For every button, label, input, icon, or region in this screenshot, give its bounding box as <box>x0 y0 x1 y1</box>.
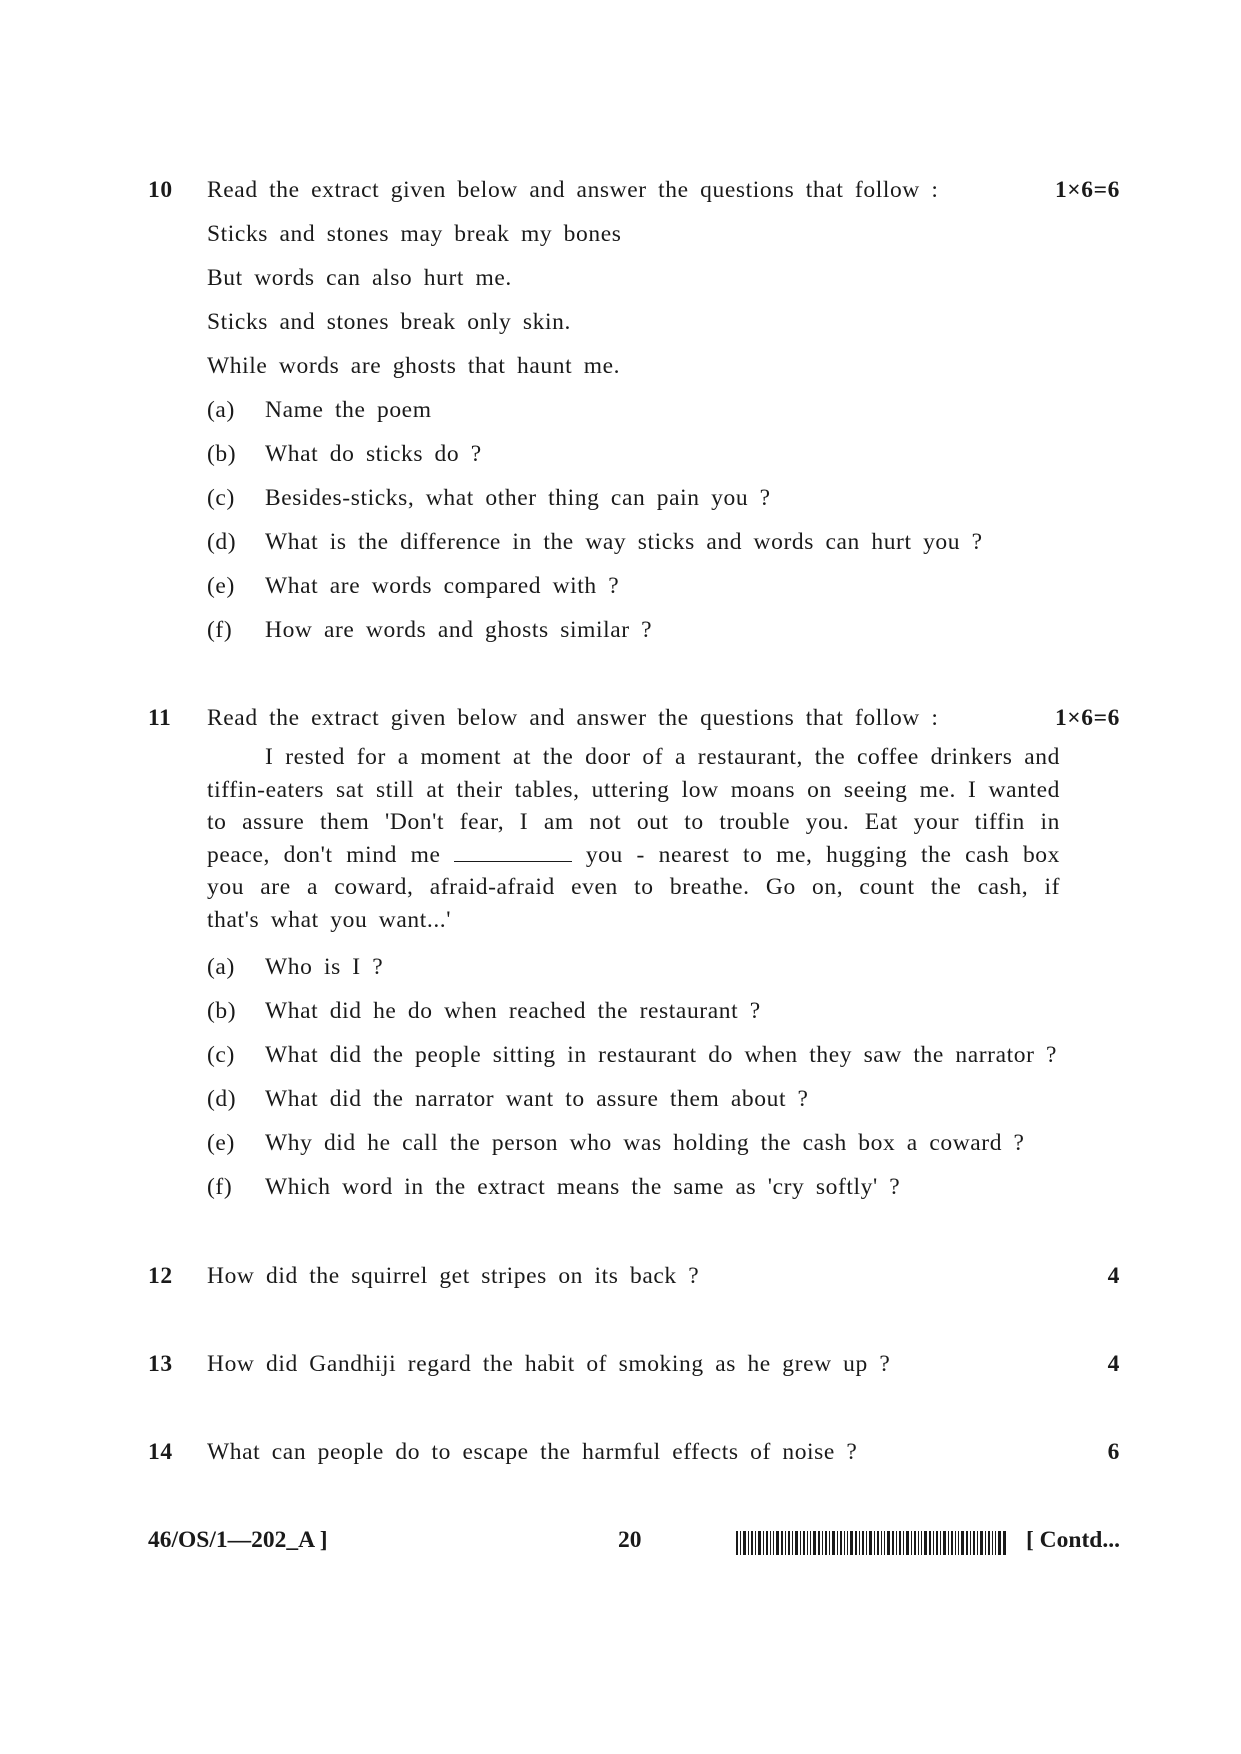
subquestion-text: Who is I ? <box>265 953 384 980</box>
question-prompt: Read the extract given below and answer the questions that follow : <box>207 705 939 731</box>
question-header <box>148 168 1120 212</box>
poem-line: Sticks and stones may break my bones <box>207 221 622 247</box>
question-header <box>148 1254 1120 1298</box>
question-number: 11 <box>148 705 172 731</box>
barcode-icon <box>736 1531 1006 1555</box>
question-header <box>148 1342 1120 1386</box>
subquestion-text: Name the poem <box>265 397 432 423</box>
extract-paragraph <box>207 741 1060 937</box>
subquestion-label: (c) <box>207 485 235 511</box>
subquestion <box>148 1165 1120 1209</box>
subquestion-label: (b) <box>207 997 237 1024</box>
subquestion-text: Besides-sticks, what other thing can pain you ? <box>265 485 771 511</box>
subquestion-text: Which word in the extract means the same as 'cry softly' ? <box>265 1173 901 1200</box>
subquestion-text: What are words compared with ? <box>265 573 620 599</box>
question-marks: 1×6=6 <box>1054 705 1120 731</box>
poem-line: Sticks and stones break only skin. <box>207 309 571 335</box>
subquestion-text: What did he do when reached the restaurant ? <box>265 997 761 1024</box>
subquestion-label: (c) <box>207 1041 235 1068</box>
subquestion-text: What do sticks do ? <box>265 441 482 467</box>
paper-code: 46/OS/1—202_A ] <box>148 1527 328 1553</box>
question-prompt: How did Gandhiji regard the habit of smoking as he grew up ? <box>207 1351 891 1377</box>
poem-line: While words are ghosts that haunt me. <box>207 353 621 379</box>
subquestion <box>148 476 1120 520</box>
question-marks: 6 <box>1107 1439 1120 1465</box>
subquestion <box>148 564 1120 608</box>
poem-line: But words can also hurt me. <box>207 265 512 291</box>
question-12 <box>148 1254 1120 1298</box>
subquestion-label: (a) <box>207 397 235 423</box>
subquestion <box>148 1077 1120 1121</box>
subquestion <box>148 520 1120 564</box>
subquestion <box>148 989 1120 1033</box>
subquestion-text: What did the people sitting in restaurant do when they saw the narrator ? <box>265 1041 1058 1068</box>
subquestion <box>148 432 1120 476</box>
subquestion <box>148 1033 1120 1077</box>
question-13 <box>148 1342 1120 1386</box>
subquestion-label: (d) <box>207 1085 237 1112</box>
page-footer <box>148 1527 1120 1567</box>
subquestion-label: (e) <box>207 1129 235 1156</box>
subquestion <box>148 608 1120 652</box>
question-marks: 4 <box>1107 1263 1120 1289</box>
question-header <box>148 1430 1120 1474</box>
subquestion-text: What is the difference in the way sticks and words can hurt you ? <box>265 529 983 555</box>
subquestion <box>148 388 1120 432</box>
subquestion <box>148 945 1120 989</box>
question-marks: 1×6=6 <box>1054 177 1120 203</box>
subquestion-label: (f) <box>207 1173 233 1200</box>
question-marks: 4 <box>1107 1351 1120 1377</box>
question-number: 13 <box>148 1351 173 1377</box>
extract-text: you - nearest to me, hugging the cash box you are a coward, afraid-afraid even to breathe. Go on, count the cash, if that's what you want...' <box>207 841 1060 933</box>
question-number: 14 <box>148 1439 173 1465</box>
subquestion-text: What did the narrator want to assure them about ? <box>265 1085 809 1112</box>
question-14 <box>148 1430 1120 1474</box>
subquestion-label: (a) <box>207 953 235 980</box>
subquestion-text: How are words and ghosts similar ? <box>265 617 653 643</box>
continued-label: [ Contd... <box>1025 1527 1120 1553</box>
subquestion-label: (f) <box>207 617 233 643</box>
subquestion-label: (d) <box>207 529 237 555</box>
extract-text: I rested for a moment at the door of a restaurant, the coffee drinkers and tiffin-eaters sat still at their tables, uttering low moans on seeing me. I wanted to assure them 'Don't fear, I am not out to trouble you. Eat your tiffin in peace, don't mind me <box>207 744 1060 868</box>
question-prompt: What can people do to escape the harmful effects of noise ? <box>207 1439 858 1465</box>
question-11 <box>148 696 1120 1209</box>
question-number: 12 <box>148 1263 173 1289</box>
question-prompt: Read the extract given below and answer the questions that follow : <box>207 177 939 203</box>
question-header <box>148 696 1120 740</box>
subquestion-label: (e) <box>207 573 235 599</box>
subquestion <box>148 1121 1120 1165</box>
question-10 <box>148 168 1120 652</box>
question-number: 10 <box>148 177 173 203</box>
question-prompt: How did the squirrel get stripes on its back ? <box>207 1263 700 1289</box>
page-number: 20 <box>618 1527 642 1553</box>
fill-blank <box>454 843 572 862</box>
subquestion-label: (b) <box>207 441 237 467</box>
subquestion-text: Why did he call the person who was holding the cash box a coward ? <box>265 1129 1025 1156</box>
